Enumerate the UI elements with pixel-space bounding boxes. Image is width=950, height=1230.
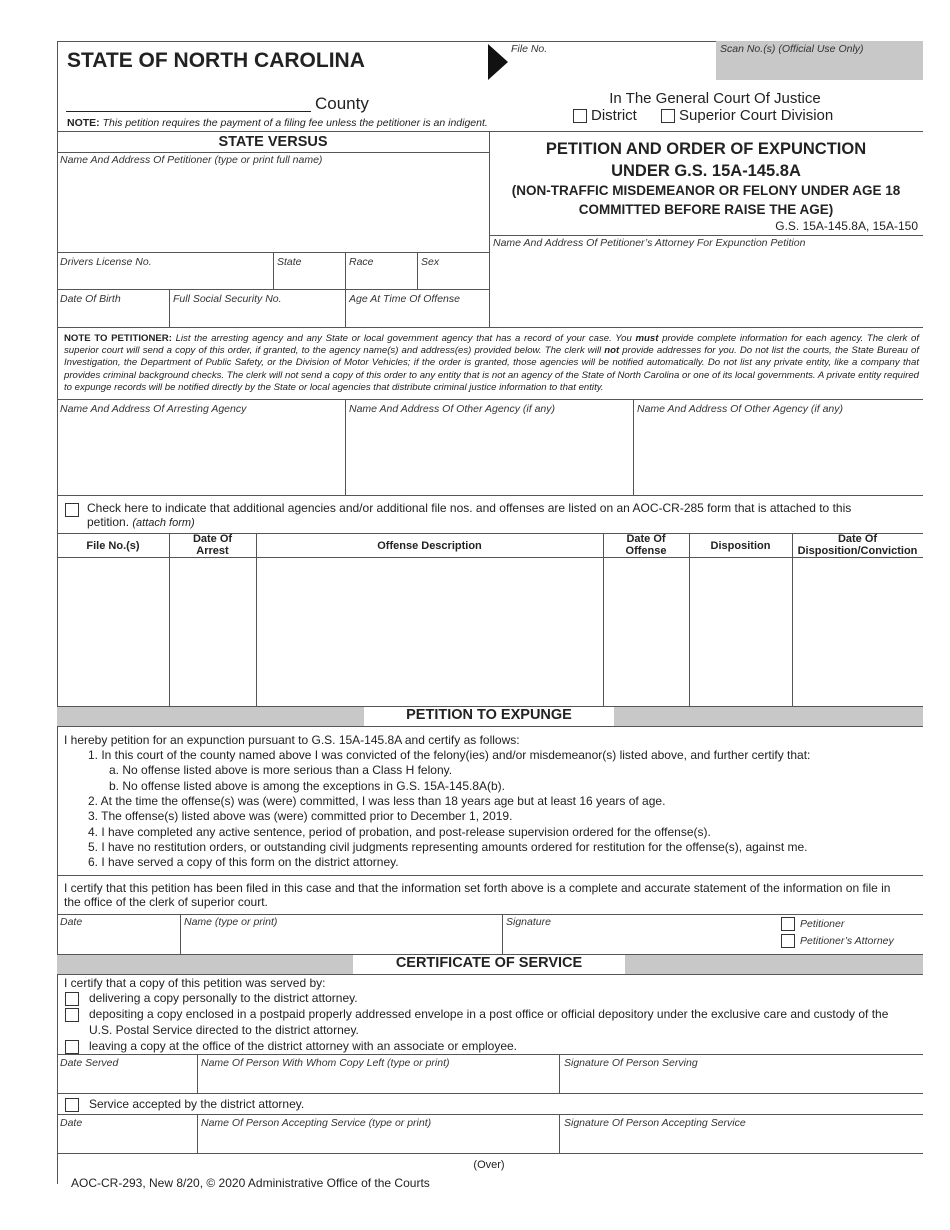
ssn-label: Full Social Security No. <box>173 293 282 305</box>
petition-item-5: 5. I have no restitution orders, or outstanding civil judgments representing amounts ordered for restitution for the offense(s), against me. <box>88 840 808 854</box>
petition-date-field[interactable] <box>60 930 176 952</box>
other-agency-1-label: Name And Address Of Other Agency (if any) <box>349 403 556 415</box>
dl-state-field[interactable] <box>276 270 342 288</box>
service-option-2b: U.S. Postal Service directed to the district attorney. <box>89 1023 359 1037</box>
petition-signature-field[interactable] <box>506 930 776 952</box>
service-heading: CERTIFICATE OF SERVICE <box>395 955 583 971</box>
dob-field[interactable] <box>60 307 166 325</box>
superior-checkbox[interactable] <box>661 109 675 123</box>
copy-left-field[interactable] <box>201 1071 555 1091</box>
superior-label: Superior Court Division <box>679 107 834 124</box>
state-versus-heading: STATE VERSUS <box>218 134 328 150</box>
service-accepted-checkbox[interactable] <box>65 1098 79 1112</box>
service-heading-bar-right <box>625 954 923 974</box>
col-date-disposition: Date Of Disposition/Conviction <box>797 533 918 557</box>
service-option-2a: depositing a copy enclosed in a postpaid properly addressed envelope in a post office or official depository under the exclusive care and custody of the <box>89 1007 889 1021</box>
petition-date-label: Date <box>60 916 83 928</box>
file-no-arrow-icon <box>488 44 508 80</box>
col-offense-desc: Offense Description <box>377 540 482 552</box>
date-disposition-cell[interactable] <box>794 560 921 704</box>
attorney-field[interactable] <box>492 251 920 325</box>
accept-date-field[interactable] <box>60 1131 194 1151</box>
filing-note: NOTE: This petition requires the payment of a filing fee unless the petitioner is an indigent. <box>67 117 488 129</box>
accept-date-label: Date <box>60 1117 83 1129</box>
race-label: Race <box>349 256 374 268</box>
petition-item-4: 4. I have completed any active sentence, period of probation, and post-release supervision ordered for the offense(s). <box>88 825 711 839</box>
col-date-arrest: Date Of Arrest <box>192 533 233 557</box>
service-heading-bar-left <box>57 954 353 974</box>
service-mail-checkbox[interactable] <box>65 1008 79 1022</box>
file-no-label: File No. <box>511 43 548 55</box>
date-offense-cell[interactable] <box>605 560 687 704</box>
form-title-4: COMMITTED BEFORE RAISE THE AGE) <box>578 202 834 217</box>
petition-item-1a: a. No offense listed above is more serious than a Class H felony. <box>109 763 453 777</box>
other-agency-2-label: Name And Address Of Other Agency (if any) <box>637 403 844 415</box>
petition-heading-bar-left <box>57 706 364 726</box>
form-id: AOC-CR-293, New 8/20, © 2020 Administrative Office of the Courts <box>71 1176 430 1190</box>
petitioner-name-field[interactable] <box>60 168 485 250</box>
petition-item-1b: b. No offense listed above is among the exceptions in G.S. 15A-145.8A(b). <box>109 779 506 793</box>
drivers-license-field[interactable] <box>60 270 270 288</box>
form-title-3: (NON-TRAFFIC MISDEMEANOR OR FELONY UNDER AGE 18 <box>511 183 901 198</box>
petition-heading-bar-right <box>614 706 923 726</box>
form-title-1: PETITION AND ORDER OF EXPUNCTION <box>545 140 867 158</box>
petitioner-name-label: Name And Address Of Petitioner (type or print full name) <box>60 154 323 166</box>
copy-left-label: Name Of Person With Whom Copy Left (type or print) <box>201 1057 450 1069</box>
date-served-label: Date Served <box>60 1057 119 1069</box>
accepting-name-field[interactable] <box>201 1131 555 1151</box>
sig-accepting-label: Signature Of Person Accepting Service <box>564 1117 746 1129</box>
file-no-cell[interactable] <box>59 560 167 704</box>
county-field[interactable] <box>66 92 311 111</box>
other-agency-2-field[interactable] <box>637 418 919 494</box>
petition-item-2: 2. At the time the offense(s) was (were) committed, I was less than 18 years age but at least 16 years of age. <box>88 794 666 808</box>
dob-label: Date Of Birth <box>60 293 121 305</box>
sig-serving-field[interactable] <box>564 1071 919 1091</box>
petition-signature-label: Signature <box>506 916 551 928</box>
petition-item-1: 1. In this court of the county named above I was convicted of the felony(ies) and/or misdemeanor(s) listed above, and further certify that: <box>88 748 811 762</box>
service-option-1: delivering a copy personally to the district attorney. <box>89 991 358 1005</box>
disposition-cell[interactable] <box>691 560 790 704</box>
age-field[interactable] <box>348 307 486 325</box>
petition-heading: PETITION TO EXPUNGE <box>406 707 572 723</box>
attorney-option-label: Petitioner’s Attorney <box>800 935 894 947</box>
date-arrest-cell[interactable] <box>171 560 254 704</box>
service-office-checkbox[interactable] <box>65 1040 79 1054</box>
over-indicator: (Over) <box>473 1159 505 1171</box>
petition-intro: I hereby petition for an expunction pursuant to G.S. 15A-145.8A and certify as follows: <box>64 733 520 747</box>
file-no-field[interactable] <box>510 56 710 78</box>
additional-agencies-text: Check here to indicate that additional agencies and/or additional file nos. and offenses are listed on an AOC-CR-285 form that is attached to this petition. (attach form) <box>87 501 852 529</box>
form-title-2: UNDER G.S. 15A-145.8A <box>611 162 801 180</box>
sex-label: Sex <box>421 256 440 268</box>
col-file-no: File No.(s) <box>86 540 140 552</box>
scan-no-label: Scan No.(s) (Official Use Only) <box>720 43 864 55</box>
sex-field[interactable] <box>420 270 486 288</box>
service-accepted-text: Service accepted by the district attorney. <box>89 1097 305 1111</box>
court-title: In The General Court Of Justice <box>609 90 821 107</box>
county-line <box>66 111 311 112</box>
arresting-agency-label: Name And Address Of Arresting Agency <box>60 403 247 415</box>
sig-serving-label: Signature Of Person Serving <box>564 1057 698 1069</box>
drivers-license-label: Drivers License No. <box>60 256 152 268</box>
race-field[interactable] <box>348 270 414 288</box>
ssn-field[interactable] <box>172 307 342 325</box>
petition-item-6: 6. I have served a copy of this form on the district attorney. <box>88 855 399 869</box>
attorney-label: Name And Address Of Petitioner’s Attorney For Expunction Petition <box>493 237 806 249</box>
state-label: State <box>277 256 302 268</box>
county-label: County <box>315 94 369 113</box>
petition-name-label: Name (type or print) <box>184 916 278 928</box>
attorney-checkbox[interactable] <box>781 934 795 948</box>
arresting-agency-field[interactable] <box>60 418 340 494</box>
district-checkbox[interactable] <box>573 109 587 123</box>
date-served-field[interactable] <box>60 1071 194 1091</box>
district-label: District <box>591 107 637 124</box>
sig-accepting-field[interactable] <box>564 1131 919 1151</box>
certify-statement: I certify that this petition has been filed in this case and that the information set forth above is a complete and accurate statement of the information on file in the office of the clerk of superior court. <box>64 881 891 909</box>
age-label: Age At Time Of Offense <box>349 293 460 305</box>
offense-desc-cell[interactable] <box>258 560 601 704</box>
col-date-offense: Date Of Offense <box>625 533 667 557</box>
petition-item-3: 3. The offense(s) listed above was (were) committed prior to December 1, 2019. <box>88 809 513 823</box>
petitioner-checkbox[interactable] <box>781 917 795 931</box>
additional-agencies-checkbox[interactable] <box>65 503 79 517</box>
service-intro: I certify that a copy of this petition was served by: <box>64 976 326 990</box>
petition-name-field[interactable] <box>184 930 498 952</box>
note-to-petitioner: NOTE TO PETITIONER: List the arresting agency and any State or local government agency that has a record of your case. You must provide complete information for each agency. The clerk of superior court will send a copy of this order, if granted, to the agency name(s) and address(es) provided below. The clerk will not provide addresses for you. Do not list the courts, the State Bureau of Investigation, the Department of Public Safety, or the Division of Motor Vehicles; if the order is granted, those agencies will be notified automatically. Do not list any private entity, like a company that provides criminal background checks. The clerk will not send a copy of this order to any entity that is not an agency of the State of North Carolina or one of its local governments. A private entity required to expunge records will be notified directly by the State or local agencies that distribute criminal justice information to that entity. <box>64 333 920 393</box>
col-disposition: Disposition <box>710 540 771 552</box>
service-personal-checkbox[interactable] <box>65 992 79 1006</box>
accepting-name-label: Name Of Person Accepting Service (type or print) <box>201 1117 432 1129</box>
petitioner-option-label: Petitioner <box>800 918 845 930</box>
state-title: STATE OF NORTH CAROLINA <box>67 49 365 72</box>
service-option-3: leaving a copy at the office of the district attorney with an associate or employee. <box>89 1039 518 1053</box>
statute-ref: G.S. 15A-145.8A, 15A-150 <box>775 219 918 233</box>
other-agency-1-field[interactable] <box>349 418 629 494</box>
